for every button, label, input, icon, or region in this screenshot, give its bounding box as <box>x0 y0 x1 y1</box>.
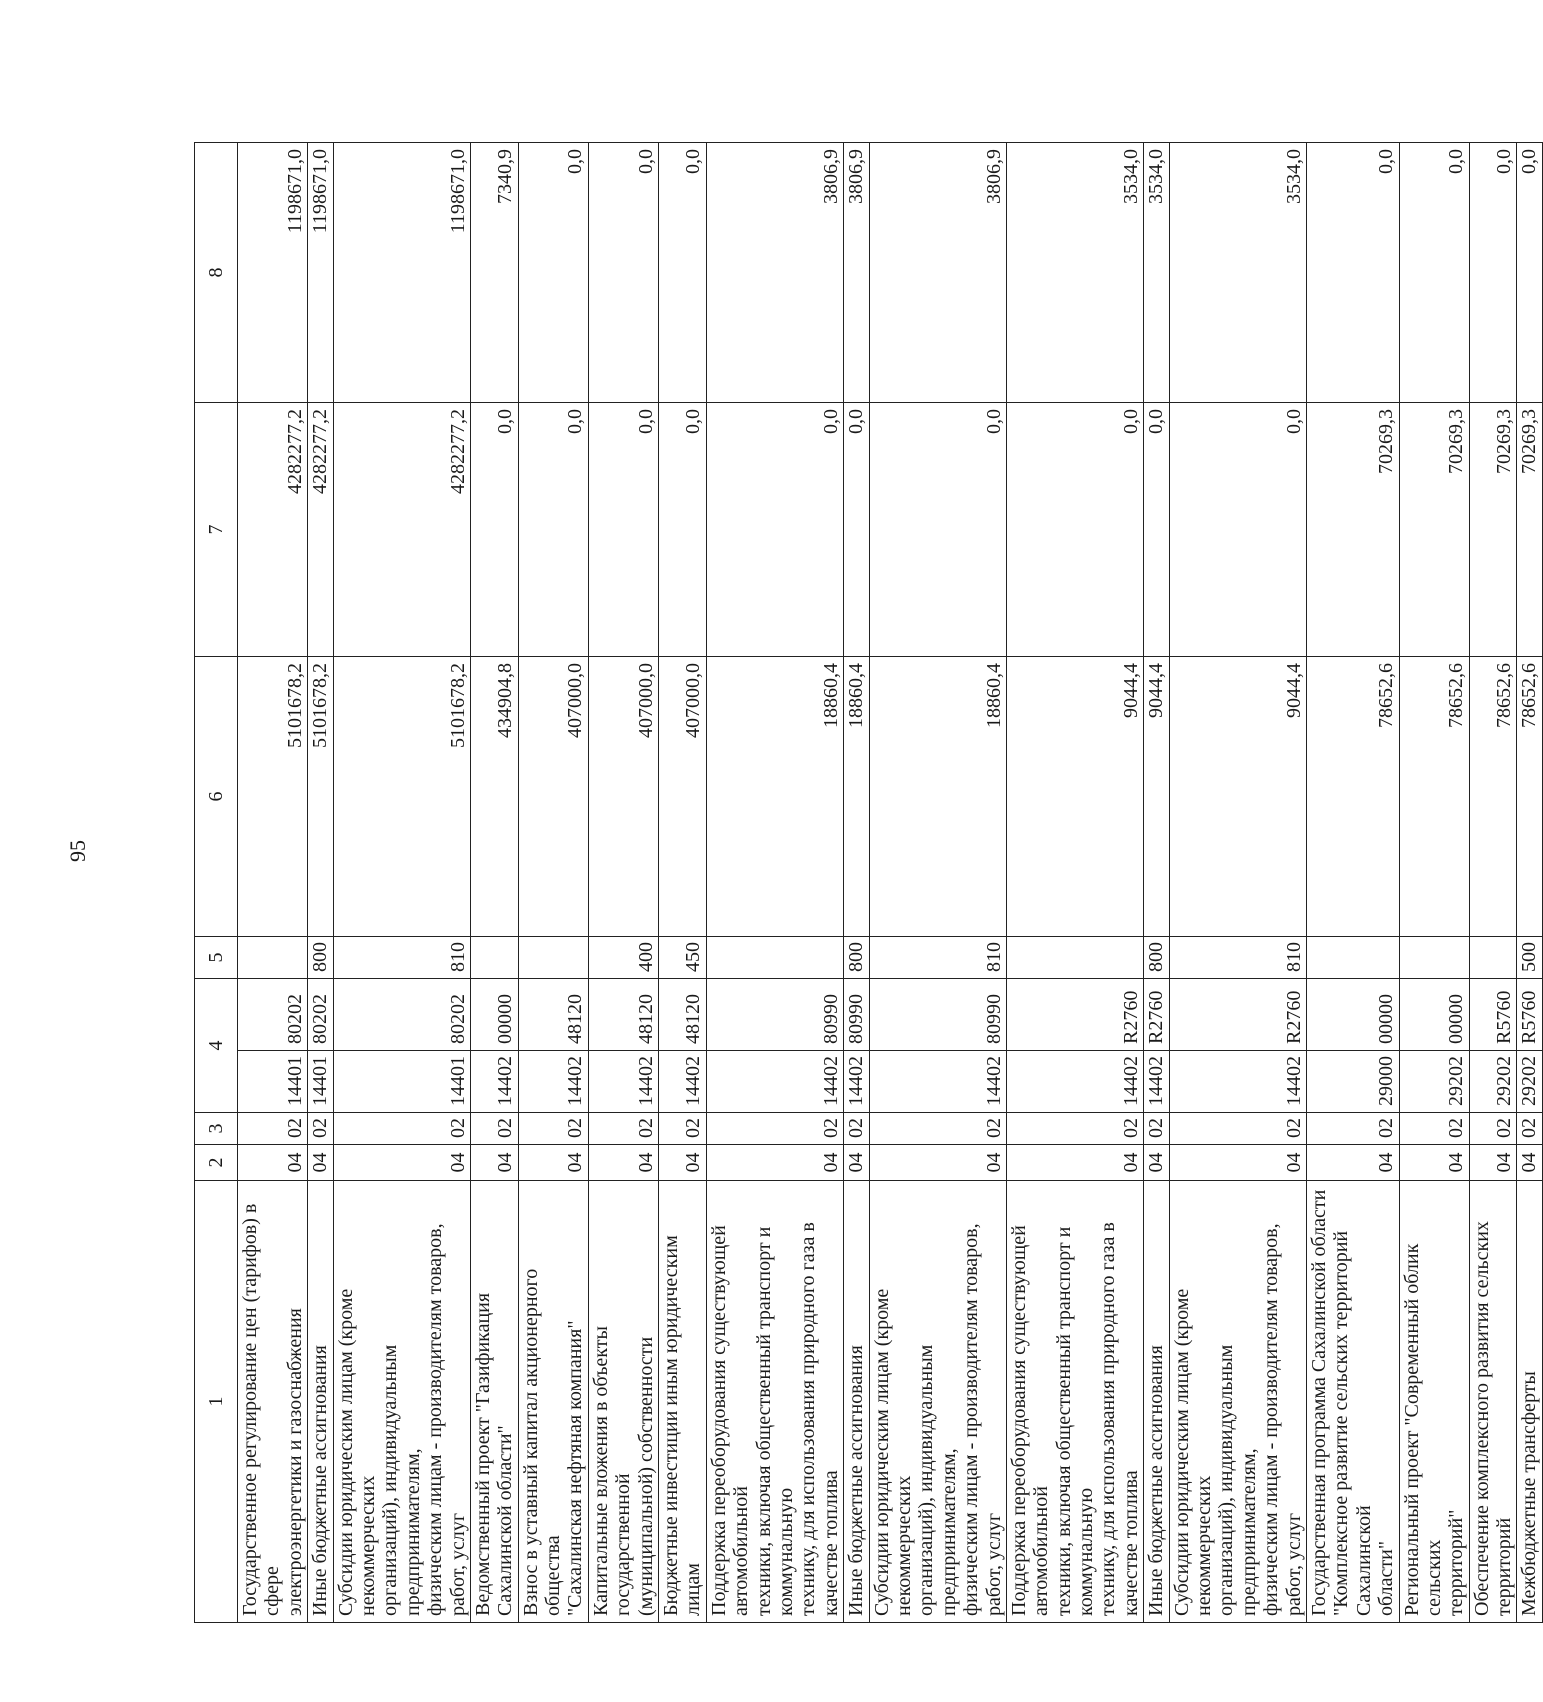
table-row <box>1469 143 1517 1623</box>
target-article-program-cell: 14401 <box>238 1051 308 1113</box>
amount-col6-cell: 78652,6 <box>1399 657 1469 937</box>
target-article-direction-cell: 80202 <box>238 979 308 1051</box>
table-row <box>238 143 308 1623</box>
subsection-code-cell: 02 <box>238 1113 308 1145</box>
row-name-cell <box>869 1181 1006 1623</box>
amount-col8-cell: 0,0 <box>659 143 707 403</box>
row-name-cell <box>1169 1181 1306 1623</box>
subsection-code-cell: 02 <box>1306 1113 1399 1145</box>
subsection-code-cell: 02 <box>1517 1113 1542 1145</box>
expense-type-cell <box>238 937 308 979</box>
column-header-4: 4 <box>195 979 238 1113</box>
expense-type-cell <box>518 937 588 979</box>
amount-col7-cell: 0,0 <box>844 403 869 657</box>
row-name-line: техники, включая общественный транспорт и коммунальную <box>752 1226 797 1616</box>
amount-col7-cell: 4282277,2 <box>308 403 333 657</box>
target-article-direction-cell: 80202 <box>308 979 333 1051</box>
subsection-code-cell: 02 <box>1006 1113 1143 1145</box>
row-name-line: технику, для использования природного газа в качестве топлива <box>1097 1222 1142 1616</box>
row-name-line: Государственное регулирование цен (тарифов) в сфере <box>239 1203 284 1616</box>
row-name-cell <box>659 1181 707 1623</box>
table-row <box>1399 143 1469 1623</box>
row-name-line: Поддержка переоборудования существующей автомобильной <box>1007 1225 1053 1616</box>
amount-col8-cell: 0,0 <box>588 143 658 403</box>
target-article-direction-cell: 80990 <box>706 979 843 1051</box>
expense-type-cell: 400 <box>588 937 658 979</box>
amount-col8-cell: 0,0 <box>1469 143 1517 403</box>
amount-col8-cell: 7340,9 <box>470 143 518 403</box>
subsection-code-cell: 02 <box>588 1113 658 1145</box>
expense-type-cell: 450 <box>659 937 707 979</box>
expense-type-cell: 500 <box>1517 937 1542 979</box>
amount-col7-cell: 0,0 <box>659 403 707 657</box>
section-code-cell: 04 <box>869 1145 1006 1181</box>
amount-col6-cell: 9044,4 <box>1169 657 1306 937</box>
target-article-program-cell: 14402 <box>659 1051 707 1113</box>
expense-type-cell <box>1469 937 1517 979</box>
amount-col8-cell: 3534,0 <box>1144 143 1169 403</box>
subsection-code-cell: 02 <box>706 1113 843 1145</box>
row-name-line: Иные бюджетные ассигнования <box>309 1345 332 1616</box>
row-name-line: организаций), индивидуальным предпринимателям, <box>379 1344 424 1616</box>
amount-col7-cell: 0,0 <box>1006 403 1143 657</box>
table-body <box>238 143 1543 1623</box>
amount-col7-cell: 4282277,2 <box>333 403 470 657</box>
column-header-3: 3 <box>195 1113 238 1145</box>
target-article-direction-cell: 80990 <box>844 979 869 1051</box>
subsection-code-cell: 02 <box>1399 1113 1469 1145</box>
amount-col8-cell: 1198671,0 <box>333 143 470 403</box>
section-code-cell: 04 <box>588 1145 658 1181</box>
expense-type-cell <box>1399 937 1469 979</box>
row-name-cell <box>844 1181 869 1623</box>
row-name-cell <box>1517 1181 1542 1623</box>
table-row <box>470 143 518 1623</box>
table-row <box>659 143 707 1623</box>
row-name-line: Субсидии юридическим лицам (кроме некоммерческих <box>334 1288 379 1616</box>
amount-col7-cell: 0,0 <box>869 403 1006 657</box>
target-article-program-cell: 14401 <box>333 1051 470 1113</box>
section-code-cell: 04 <box>518 1145 588 1181</box>
target-article-program-cell: 29202 <box>1517 1051 1542 1113</box>
row-name-line: (муниципальной) собственности <box>634 1336 657 1616</box>
row-name-cell <box>308 1181 333 1623</box>
section-code-cell: 04 <box>1006 1145 1143 1181</box>
row-name-line: физическим лицам - производителям товаров, работ, услуг <box>960 1223 1005 1616</box>
amount-col8-cell: 0,0 <box>1517 143 1542 403</box>
amount-col6-cell: 78652,6 <box>1469 657 1517 937</box>
subsection-code-cell: 02 <box>1144 1113 1169 1145</box>
amount-col8-cell: 0,0 <box>1399 143 1469 403</box>
section-code-cell: 04 <box>1144 1145 1169 1181</box>
target-article-direction-cell: 00000 <box>1399 979 1469 1051</box>
subsection-code-cell: 02 <box>844 1113 869 1145</box>
target-article-program-cell: 29202 <box>1469 1051 1517 1113</box>
subsection-code-cell: 02 <box>869 1113 1006 1145</box>
expense-type-cell: 800 <box>1144 937 1169 979</box>
subsection-code-cell: 02 <box>333 1113 470 1145</box>
row-name-line: "Сахалинская нефтяная компания" <box>564 1320 587 1616</box>
amount-col8-cell: 0,0 <box>518 143 588 403</box>
column-header-2: 2 <box>195 1145 238 1181</box>
section-code-cell: 04 <box>844 1145 869 1181</box>
row-name-cell <box>1144 1181 1169 1623</box>
amount-col6-cell: 18860,4 <box>844 657 869 937</box>
table-row <box>1169 143 1306 1623</box>
section-code-cell: 04 <box>333 1145 470 1181</box>
amount-col7-cell: 0,0 <box>470 403 518 657</box>
row-name-line: физическим лицам - производителям товаров, работ, услуг <box>424 1223 469 1616</box>
row-name-line: Государственная программа Сахалинской области <box>1307 1189 1330 1616</box>
table-row <box>1144 143 1169 1623</box>
row-name-line: электроэнергетики и газоснабжения <box>283 1308 306 1616</box>
row-name-line: "Комплексное развитие сельских территорий Сахалинской <box>1330 1230 1375 1616</box>
amount-col7-cell: 70269,3 <box>1517 403 1542 657</box>
target-article-direction-cell: R2760 <box>1169 979 1306 1051</box>
table-row <box>308 143 333 1623</box>
target-article-program-cell: 29000 <box>1306 1051 1399 1113</box>
target-article-direction-cell: R5760 <box>1469 979 1517 1051</box>
row-name-line: Иные бюджетные ассигнования <box>845 1345 868 1616</box>
target-article-program-cell: 14402 <box>706 1051 843 1113</box>
amount-col6-cell: 407000,0 <box>588 657 658 937</box>
section-code-cell: 04 <box>1169 1145 1306 1181</box>
budget-table <box>194 142 1543 1623</box>
row-name-cell <box>706 1181 843 1623</box>
amount-col7-cell: 0,0 <box>518 403 588 657</box>
target-article-program-cell: 14402 <box>518 1051 588 1113</box>
row-name-line: Обеспечение комплексного развития сельских территорий <box>1470 1221 1516 1616</box>
amount-col8-cell: 1198671,0 <box>308 143 333 403</box>
row-name-line: техники, включая общественный транспорт и коммунальную <box>1052 1226 1098 1616</box>
target-article-program-cell: 14402 <box>1169 1051 1306 1113</box>
target-article-program-cell: 14402 <box>588 1051 658 1113</box>
amount-col8-cell: 3806,9 <box>706 143 843 403</box>
amount-col6-cell: 18860,4 <box>869 657 1006 937</box>
rotated-table-container <box>194 143 1541 1623</box>
target-article-program-cell: 29202 <box>1399 1051 1469 1113</box>
target-article-program-cell: 14402 <box>470 1051 518 1113</box>
column-header-1: 1 <box>195 1181 238 1623</box>
row-name-line: области" <box>1375 1540 1398 1616</box>
row-name-line: Ведомственный проект "Газификация Сахалинской области" <box>471 1292 517 1616</box>
section-code-cell: 04 <box>470 1145 518 1181</box>
expense-type-cell <box>1006 937 1143 979</box>
row-name-cell <box>1306 1181 1399 1623</box>
row-name-cell <box>1006 1181 1143 1623</box>
target-article-direction-cell: 00000 <box>1306 979 1399 1051</box>
page-number: 95 <box>65 840 90 862</box>
row-name-line: Субсидии юридическим лицам (кроме некоммерческих <box>870 1288 915 1616</box>
row-name-line: технику, для использования природного газа в качестве топлива <box>797 1222 842 1616</box>
target-article-direction-cell: R5760 <box>1517 979 1542 1051</box>
amount-col7-cell: 0,0 <box>588 403 658 657</box>
row-name-line: организаций), индивидуальным предпринимателям, <box>1215 1344 1260 1616</box>
row-name-line: физическим лицам - производителям товаров, работ, услуг <box>1260 1223 1305 1616</box>
amount-col7-cell: 0,0 <box>706 403 843 657</box>
expense-type-cell: 810 <box>1169 937 1306 979</box>
amount-col8-cell: 3806,9 <box>844 143 869 403</box>
amount-col7-cell: 70269,3 <box>1469 403 1517 657</box>
section-code-cell: 04 <box>1469 1145 1517 1181</box>
expense-type-cell: 800 <box>844 937 869 979</box>
target-article-program-cell: 14401 <box>308 1051 333 1113</box>
row-name-line: организаций), индивидуальным предпринимателям, <box>915 1344 960 1616</box>
section-code-cell: 04 <box>308 1145 333 1181</box>
target-article-program-cell: 14402 <box>1144 1051 1169 1113</box>
amount-col6-cell: 9044,4 <box>1144 657 1169 937</box>
table-row <box>869 143 1006 1623</box>
row-name-line: Взнос в уставный капитал акционерного общества <box>519 1268 565 1616</box>
expense-type-cell <box>706 937 843 979</box>
table-row <box>844 143 869 1623</box>
subsection-code-cell: 02 <box>1469 1113 1517 1145</box>
expense-type-cell: 800 <box>308 937 333 979</box>
column-header-8: 8 <box>195 143 238 403</box>
subsection-code-cell: 02 <box>659 1113 707 1145</box>
target-article-direction-cell: 80202 <box>333 979 470 1051</box>
row-name-cell <box>238 1181 308 1623</box>
table-row <box>706 143 843 1623</box>
amount-col6-cell: 9044,4 <box>1006 657 1143 937</box>
target-article-direction-cell: 00000 <box>470 979 518 1051</box>
amount-col7-cell: 4282277,2 <box>238 403 308 657</box>
target-article-direction-cell: R2760 <box>1006 979 1143 1051</box>
target-article-program-cell: 14402 <box>1006 1051 1143 1113</box>
row-name-line: территорий" <box>1445 1509 1468 1616</box>
table-row <box>1006 143 1143 1623</box>
table-row <box>1517 143 1542 1623</box>
row-name-line: Иные бюджетные ассигнования <box>1145 1345 1168 1616</box>
section-code-cell: 04 <box>1306 1145 1399 1181</box>
amount-col6-cell: 78652,6 <box>1306 657 1399 937</box>
table-header-row <box>195 143 238 1623</box>
expense-type-cell <box>470 937 518 979</box>
target-article-direction-cell: 48120 <box>588 979 658 1051</box>
row-name-cell <box>588 1181 658 1623</box>
table-row <box>518 143 588 1623</box>
amount-col6-cell: 407000,0 <box>518 657 588 937</box>
row-name-cell <box>518 1181 588 1623</box>
row-name-cell <box>333 1181 470 1623</box>
expense-type-cell: 810 <box>869 937 1006 979</box>
column-header-6: 6 <box>195 657 238 937</box>
amount-col7-cell: 70269,3 <box>1306 403 1399 657</box>
row-name-cell <box>1399 1181 1469 1623</box>
column-header-5: 5 <box>195 937 238 979</box>
amount-col7-cell: 0,0 <box>1144 403 1169 657</box>
subsection-code-cell: 02 <box>1169 1113 1306 1145</box>
subsection-code-cell: 02 <box>518 1113 588 1145</box>
table-row <box>333 143 470 1623</box>
section-code-cell: 04 <box>1399 1145 1469 1181</box>
target-article-direction-cell: 48120 <box>518 979 588 1051</box>
amount-col7-cell: 0,0 <box>1169 403 1306 657</box>
row-name-line: Региональный проект "Современный облик сельских <box>1400 1243 1445 1616</box>
target-article-program-cell: 14402 <box>869 1051 1006 1113</box>
row-name-line: Поддержка переоборудования существующей автомобильной <box>707 1225 753 1616</box>
section-code-cell: 04 <box>659 1145 707 1181</box>
row-name-cell <box>1469 1181 1517 1623</box>
row-name-line: Капитальные вложения в объекты государственной <box>589 1326 635 1616</box>
amount-col6-cell: 78652,6 <box>1517 657 1542 937</box>
target-article-direction-cell: R2760 <box>1144 979 1169 1051</box>
amount-col8-cell: 1198671,0 <box>238 143 308 403</box>
amount-col6-cell: 5101678,2 <box>333 657 470 937</box>
row-name-line: Бюджетные инвестиции иным юридическим лицам <box>660 1235 705 1616</box>
target-article-direction-cell: 48120 <box>659 979 707 1051</box>
target-article-direction-cell: 80990 <box>869 979 1006 1051</box>
target-article-program-cell: 14402 <box>844 1051 869 1113</box>
row-name-line: Субсидии юридическим лицам (кроме некоммерческих <box>1170 1288 1216 1616</box>
amount-col8-cell: 3534,0 <box>1006 143 1143 403</box>
row-name-cell <box>470 1181 518 1623</box>
amount-col6-cell: 434904,8 <box>470 657 518 937</box>
expense-type-cell: 810 <box>333 937 470 979</box>
amount-col6-cell: 5101678,2 <box>308 657 333 937</box>
amount-col7-cell: 70269,3 <box>1399 403 1469 657</box>
subsection-code-cell: 02 <box>308 1113 333 1145</box>
table-row <box>1306 143 1399 1623</box>
section-code-cell: 04 <box>706 1145 843 1181</box>
expense-type-cell <box>1306 937 1399 979</box>
amount-col6-cell: 18860,4 <box>706 657 843 937</box>
amount-col6-cell: 407000,0 <box>659 657 707 937</box>
subsection-code-cell: 02 <box>470 1113 518 1145</box>
row-name-line: Межбюджетные трансферты <box>1518 1371 1541 1616</box>
amount-col8-cell: 3534,0 <box>1169 143 1306 403</box>
column-header-7: 7 <box>195 403 238 657</box>
table-row <box>588 143 658 1623</box>
amount-col8-cell: 3806,9 <box>869 143 1006 403</box>
section-code-cell: 04 <box>238 1145 308 1181</box>
section-code-cell: 04 <box>1517 1145 1542 1181</box>
amount-col6-cell: 5101678,2 <box>238 657 308 937</box>
amount-col8-cell: 0,0 <box>1306 143 1399 403</box>
